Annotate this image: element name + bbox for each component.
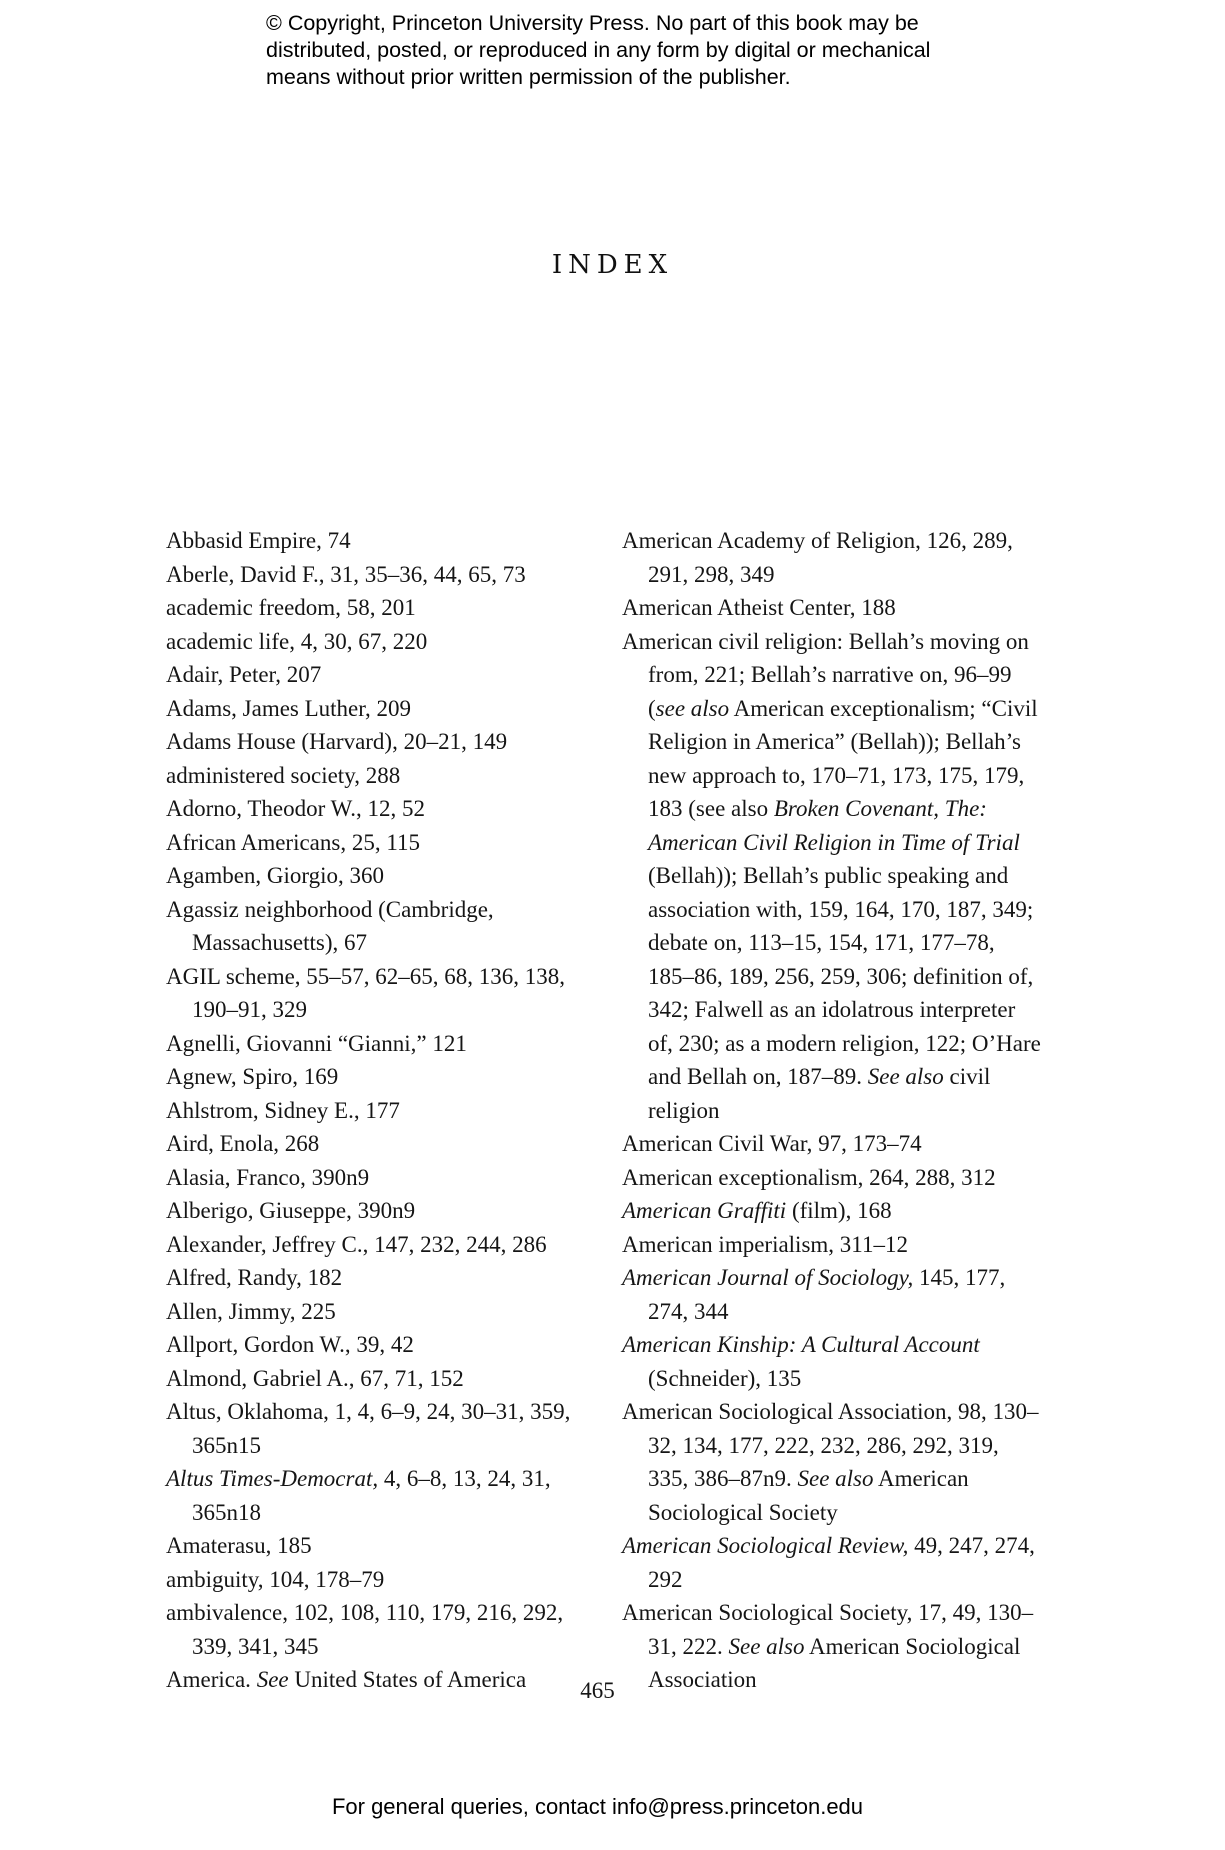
index-entry-text: American Sociological Association, 98, 130–32, 134, 177, 222, 232, 286, 292, 319, 335, 386–87n9. [622, 1399, 1039, 1491]
index-entry [166, 1529, 596, 1563]
index-entry-text: Adair, Peter, 207 [166, 662, 322, 687]
index-entry-text: American civil religion: Bellah’s moving on from, 221; Bellah’s narrative on, 96–99 ( [622, 628, 1029, 721]
index-entry [166, 826, 596, 860]
index-entry-text: Alexander, Jeffrey C., 147, 232, 244, 286 [166, 1231, 547, 1257]
index-entry [622, 1194, 1042, 1228]
index-entry-text: Aberle, David F., 31, 35–36, 44, 65, 73 [166, 561, 526, 587]
index-entry-text: (Schneider), 135 [648, 1365, 802, 1391]
index-entry [622, 1529, 1042, 1596]
index-entry-text: Abbasid Empire, 74 [166, 528, 351, 553]
index-entry [166, 1161, 596, 1195]
index-entry-text: American Academy of Religion, 126, 289, 291, 298, 349 [622, 528, 1013, 587]
page-number: 465 [580, 1678, 615, 1703]
index-entry [166, 1027, 596, 1061]
index-entry [166, 524, 596, 558]
index-entry [166, 1395, 596, 1462]
index-entry [166, 1362, 596, 1396]
index-entry-text: American exceptionalism, 264, 288, 312 [622, 1164, 996, 1190]
copyright-line: means without prior written permission of the publisher. [266, 65, 791, 89]
index-entry-italic-text: See also [797, 1466, 874, 1491]
index-entry [166, 1228, 596, 1262]
index-entry-text: Alberigo, Giuseppe, 390n9 [166, 1198, 416, 1223]
index-entry-text: 145, 177, 274, 344 [648, 1265, 1006, 1324]
index-entry-text: Ahlstrom, Sidney E., 177 [166, 1097, 400, 1123]
index-entry [166, 1328, 596, 1362]
index-entry-text: Agassiz neighborhood (Cambridge, Massachusetts), 67 [166, 896, 494, 955]
index-entry-text: AGIL scheme, 55–57, 62–65, 68, 136, 138, 190–91, 329 [166, 963, 566, 1022]
index-entry [622, 1161, 1042, 1195]
index-entry-italic-text: see also [655, 695, 730, 721]
index-entry [166, 1563, 596, 1597]
index-entry-text: Alasia, Franco, 390n9 [166, 1164, 370, 1190]
index-entry [166, 1596, 596, 1663]
index-entry-text: African Americans, 25, 115 [166, 829, 420, 855]
index-entry [166, 792, 596, 826]
index-entry [166, 1060, 596, 1094]
index-entry [166, 1094, 596, 1128]
index-entry-text: Almond, Gabriel A., 67, 71, 152 [166, 1365, 464, 1391]
index-entry-text: Altus, Oklahoma, 1, 4, 6–9, 24, 30–31, 359, 365n15 [166, 1399, 571, 1458]
copyright-line: © Copyright, Princeton University Press. No part of this book may be [266, 11, 919, 35]
index-entry [622, 625, 1042, 1128]
index-entry-text: ambiguity, 104, 178–79 [166, 1566, 385, 1592]
index-entry-text: American imperialism, 311–12 [622, 1231, 908, 1257]
index-entry-text: Agnelli, Giovanni “Gianni,” 121 [166, 1030, 467, 1056]
index-entry-text: American Sociological Society, 17, 49, 130–31, 222. [622, 1600, 1034, 1659]
index-entry [166, 558, 596, 592]
index-entry-text: Agamben, Giorgio, 360 [166, 863, 385, 888]
index-entry [166, 692, 596, 726]
index-entry [166, 1127, 596, 1161]
index-entry [166, 1462, 596, 1529]
index-entry-text: American Sociological Society [648, 1466, 969, 1525]
index-entry-text: America. [166, 1667, 257, 1692]
index-entry [166, 960, 596, 1027]
copyright-line: distributed, posted, or reproduced in any form by digital or mechanical [266, 38, 931, 62]
index-entry [622, 524, 1042, 591]
index-entry [166, 1194, 596, 1228]
index-entry-italic-text: See [256, 1667, 289, 1692]
index-entry [166, 859, 596, 893]
index-entry [622, 591, 1042, 625]
copyright-notice [266, 10, 1026, 91]
index-entry [622, 1328, 1042, 1395]
index-entry-text: 49, 247, 274, 292 [648, 1533, 1035, 1592]
index-entry-text: academic freedom, 58, 201 [166, 595, 416, 620]
index-entry-text: Allen, Jimmy, 225 [166, 1298, 336, 1324]
index-entry-italic-text: American Kinship: A Cultural Account [622, 1332, 980, 1357]
index-entry-italic-text: Altus Times-Democrat, [166, 1466, 379, 1491]
index-entry [166, 1295, 596, 1329]
index-entry-text: American exceptionalism; “Civil Religion in America” (Bellah)); Bellah’s new approach to, 170–71, 173, 175, 179, 183 (see also [648, 695, 1038, 821]
index-entry-text: Agnew, Spiro, 169 [166, 1064, 339, 1089]
index-entry-text: Alfred, Randy, 182 [166, 1265, 343, 1290]
index-entry-italic-text: American Sociological Review, [622, 1533, 909, 1558]
index-entry [622, 1395, 1042, 1529]
index-entry [166, 625, 596, 659]
index-entry-italic-text: Broken Covenant, The: American Civil Religion in Time of Trial [648, 796, 1020, 855]
index-column-left [166, 524, 596, 1697]
index-entry-text: academic life, 4, 30, 67, 220 [166, 628, 428, 654]
index-entry-text: United States of America [288, 1667, 527, 1692]
index-entry-text: American Civil War, 97, 173–74 [622, 1131, 922, 1156]
page-title: INDEX [551, 250, 674, 280]
index-entry [166, 725, 596, 759]
index-entry [166, 591, 596, 625]
index-column-right [622, 524, 1042, 1697]
index-entry-text: (Bellah)); Bellah’s public speaking and association with, 159, 164, 170, 187, 349; debate on, 113–15, 154, 171, 177–78, 185–86, 189, 256, 259, 306; definition of, 342; Falwell as an idolatrous interpreter of, 230; as a modern religion, 122; O’Hare and Bellah on, 187–89. [648, 863, 1041, 1089]
index-entry-text: (film), 168 [786, 1198, 892, 1223]
index-entry-text: civil religion [648, 1064, 991, 1123]
index-entry [622, 1127, 1042, 1161]
index-entry [166, 893, 596, 960]
index-entry-text: 4, 6–8, 13, 24, 31, 365n18 [192, 1466, 551, 1525]
index-entry-italic-text: See also [728, 1633, 805, 1659]
index-entry [166, 1261, 596, 1295]
index-entry-text: ambivalence, 102, 108, 110, 179, 216, 292, 339, 341, 345 [166, 1600, 564, 1659]
index-entry-italic-text: American Graffiti [622, 1198, 787, 1223]
index-entry [166, 759, 596, 793]
index-entry-text: Adams, James Luther, 209 [166, 695, 412, 721]
index-entry-text: Amaterasu, 185 [166, 1533, 312, 1558]
index-entry-text: Adams House (Harvard), 20–21, 149 [166, 729, 508, 754]
index-entry [166, 658, 596, 692]
index-entry-text: American Sociological Association [648, 1633, 1021, 1692]
index-entry [622, 1228, 1042, 1262]
index-entry [622, 1261, 1042, 1328]
index-entry-text: Aird, Enola, 268 [166, 1131, 320, 1156]
index-entry-text: Adorno, Theodor W., 12, 52 [166, 796, 425, 821]
index-entry-italic-text: American Journal of Sociology, [622, 1265, 914, 1290]
index-entry-text: American Atheist Center, 188 [622, 595, 896, 620]
index-entry-italic-text: See also [867, 1064, 944, 1089]
index-entry-text: Allport, Gordon W., 39, 42 [166, 1332, 414, 1357]
index-entry-text: administered society, 288 [166, 762, 401, 788]
footer-contact: For general queries, contact info@press.princeton.edu [331, 1794, 864, 1819]
